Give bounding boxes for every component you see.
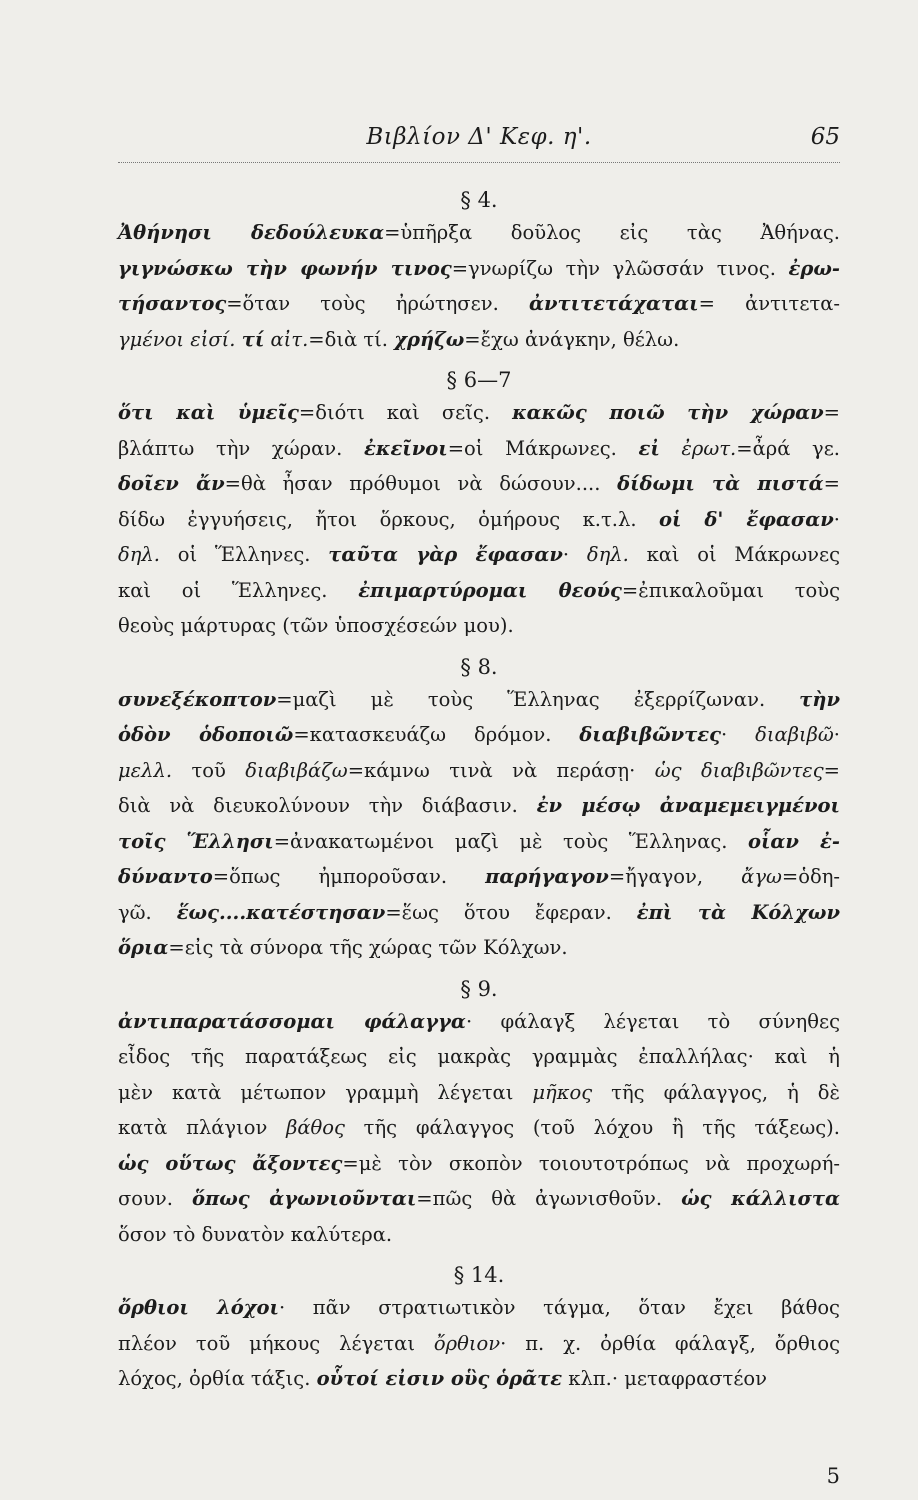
section-paragraph	[118, 1290, 840, 1397]
italic-note: αἰτ.	[264, 327, 309, 351]
italic-note: δηλ.	[586, 543, 629, 566]
lemma: τήσαντος	[118, 292, 227, 315]
section-paragraph	[118, 1004, 840, 1253]
gloss-text: =ὑπῆρξα δοῦλος εἰς τὰς Ἀθήνας.	[384, 221, 840, 244]
gloss-text: · π. χ. ὀρθία φάλαγξ, ὄρθιος	[500, 1331, 840, 1355]
italic-note: δηλ.	[118, 543, 160, 566]
text-line	[118, 466, 840, 502]
italic-note: μελλ.	[118, 758, 173, 782]
gloss-text: =γνωρίζω τὴν γλῶσσάν τινος.	[451, 256, 789, 280]
lemma: ἐπιμαρτύρομαι θεούς	[358, 578, 622, 602]
section-heading: § 6—7	[446, 368, 512, 392]
text-line	[118, 1039, 840, 1075]
gloss-text: =ἆρά γε.	[736, 436, 840, 460]
gloss-text: δίδω ἐγγυήσεις, ἤτοι ὅρκους, ὁμήρους κ.τ.λ.	[118, 507, 659, 531]
running-header	[118, 118, 840, 163]
commentary-body	[118, 185, 840, 1397]
gloss-text: θεοὺς μάρτυρας (τῶν ὑποσχέσεών μου).	[118, 614, 514, 637]
lemma: ὡς κάλλιστα	[681, 1187, 840, 1210]
gloss-text: =κάμνω τινὰ νὰ περάσῃ·	[347, 758, 655, 782]
text-line	[118, 573, 840, 609]
lemma: δοῖεν ἄν	[118, 472, 225, 495]
section-heading: § 9.	[460, 976, 498, 1001]
text-line	[118, 1181, 840, 1217]
gloss-text: ὅσον τὸ δυνατὸν καλύτερα.	[118, 1222, 393, 1246]
gloss-text: τῆς φάλαγγος (τοῦ λόχου ἢ τῆς τάξεως).	[344, 1116, 840, 1139]
text-line	[118, 286, 840, 322]
text-line	[118, 824, 840, 860]
lemma: κακῶς ποιῶ τὴν χώραν	[512, 401, 824, 424]
lemma: ὅρια	[118, 936, 169, 959]
gloss-text: =	[823, 758, 840, 782]
italic-note: γμένοι εἰσί.	[118, 327, 236, 351]
gloss-text: =διὰ τί.	[308, 327, 395, 351]
lemma: ἐκεῖνοι	[363, 436, 448, 460]
text-line	[118, 502, 840, 538]
section-paragraph	[118, 682, 840, 966]
gloss-text: ·	[721, 723, 756, 746]
gloss-text: =ἤγαγον,	[608, 865, 742, 888]
lemma: ἕως....κατέστησαν	[176, 900, 386, 924]
lemma: Ἀθήνησι δεδούλευκα	[118, 221, 385, 244]
lemma: οὗτοί εἰσιν οὓς ὁρᾶτε	[316, 1367, 563, 1390]
section-paragraph	[118, 215, 840, 357]
section-heading: § 14.	[453, 1263, 505, 1287]
text-line	[118, 1110, 840, 1146]
gloss-text: καὶ οἱ Μάκρωνες	[628, 543, 840, 566]
gloss-text: ·	[562, 543, 587, 566]
lemma: οἱ δ' ἔφασαν	[658, 507, 834, 531]
section-heading: § 8.	[460, 654, 498, 679]
gloss-text: λόχος, ὀρθία τάξις.	[118, 1367, 317, 1390]
gloss-text: καὶ οἱ Ἕλληνες.	[118, 578, 359, 602]
lemma: χρήζω	[394, 327, 465, 351]
italic-note: ὡς διαβιβῶντες	[654, 758, 824, 782]
gloss-text: εἶδος τῆς παρατάξεως εἰς μακρὰς γραμμὰς ἐπαλλήλας· καὶ ἡ	[118, 1045, 840, 1068]
gloss-text: =ἐπικαλοῦμαι τοὺς	[621, 578, 840, 602]
lemma: τὴν	[799, 687, 840, 711]
gloss-text: =μαζὶ μὲ τοὺς Ἕλληνας ἐξερρίζωναν.	[276, 687, 800, 711]
gloss-text: γῶ.	[118, 900, 177, 924]
text-line	[118, 251, 840, 287]
lemma: ὅπως ἀγωνιοῦνται	[191, 1187, 417, 1210]
section-heading: § 4.	[460, 188, 498, 212]
page-number: 65	[810, 124, 840, 150]
italic-note: ἐρωτ.	[659, 436, 737, 460]
lemma: ἀντιτετάχαται	[528, 292, 699, 315]
text-line	[118, 930, 840, 966]
text-line	[118, 1326, 840, 1362]
section-paragraph	[118, 395, 840, 644]
italic-note: διαβιβῶ	[755, 723, 834, 746]
text-line	[118, 431, 840, 467]
gloss-text: =	[823, 472, 840, 495]
lemma: ταῦτα γὰρ ἔφασαν	[328, 543, 563, 566]
gloss-text: =μὲ τὸν σκοπὸν τοιουτοτρόπως νὰ προχωρή-	[342, 1151, 841, 1175]
text-line	[118, 1361, 840, 1397]
text-line	[118, 322, 840, 358]
text-line	[118, 788, 840, 824]
signature-mark: 5	[826, 1464, 840, 1488]
text-line	[118, 895, 840, 931]
text-line	[118, 682, 840, 718]
lemma: διαβιβῶντες	[579, 723, 722, 746]
gloss-text: τῆς φάλαγγος, ἡ δὲ	[592, 1080, 840, 1104]
gloss-text: =ὅπως ἠμποροῦσαν.	[212, 865, 486, 888]
lemma: εἰ	[638, 436, 660, 460]
page	[118, 118, 840, 1397]
text-line	[118, 395, 840, 431]
gloss-text: · πᾶν στρατιωτικὸν τάγμα, ὅταν ἔχει βάθος	[279, 1296, 840, 1319]
text-line	[118, 1146, 840, 1182]
text-line	[118, 537, 840, 573]
lemma: ἐπὶ τὰ Κόλχων	[636, 900, 841, 924]
italic-note: διαβιβάζω	[245, 758, 348, 782]
gloss-text: =πῶς θὰ ἀγωνισθοῦν.	[416, 1187, 682, 1210]
lemma: ὄρθιοι λόχοι	[118, 1296, 279, 1319]
lemma: ἐρω-	[788, 256, 841, 280]
text-line	[118, 1290, 840, 1326]
text-line	[118, 1004, 840, 1040]
gloss-text: =κατασκευάζω δρόμον.	[293, 723, 580, 746]
gloss-text: · φάλαγξ λέγεται τὸ σύνηθες	[465, 1009, 840, 1033]
gloss-text: οἱ Ἕλληνες.	[159, 543, 329, 566]
gloss-text: = ἀντιτετα-	[698, 292, 840, 315]
gloss-text: σουν.	[118, 1187, 192, 1210]
lemma: ὅτι καὶ ὑμεῖς	[118, 401, 299, 424]
gloss-text: βλάπτω τὴν χώραν.	[118, 436, 364, 460]
lemma: τοῖς Ἕλλησι	[118, 829, 274, 853]
gloss-text: ·	[833, 507, 840, 531]
gloss-text: κλπ.· μεταφραστέον	[562, 1367, 768, 1390]
italic-note: βάθος	[286, 1116, 345, 1139]
text-line	[118, 1075, 840, 1111]
lemma: τί	[241, 327, 265, 351]
gloss-text: διὰ νὰ διευκολύνουν τὴν διάβασιν.	[118, 794, 537, 817]
gloss-text: =ἔχω ἀνάγκην, θέλω.	[464, 327, 680, 351]
italic-note: μῆκος	[532, 1080, 593, 1104]
lemma: ἀντιπαρατάσσομαι φάλαγγα	[118, 1009, 466, 1033]
text-line	[118, 1217, 840, 1253]
running-title: Βιβλίον Δ' Κεφ. η'.	[366, 124, 592, 150]
text-line	[118, 608, 840, 644]
lemma: παρήγαγον	[485, 865, 609, 888]
text-line	[118, 859, 840, 895]
gloss-text: =θὰ ἦσαν πρόθυμοι νὰ δώσουν....	[224, 472, 618, 495]
gloss-text: =ἀνακατωμένοι μαζὶ μὲ τοὺς Ἕλληνας.	[273, 829, 748, 853]
gloss-text: ·	[833, 723, 840, 746]
gloss-text: μὲν κατὰ μέτωπον γραμμὴ λέγεται	[118, 1080, 533, 1104]
lemma: ὁδὸν ὁδοποιῶ	[118, 723, 294, 746]
lemma: οἷαν ἐ-	[747, 829, 840, 853]
italic-note: ὄρθιον	[433, 1331, 501, 1355]
gloss-text: =οἱ Μάκρωνες.	[447, 436, 639, 460]
text-line	[118, 215, 840, 251]
gloss-text: =	[823, 401, 840, 424]
gloss-text: =ὁδη-	[781, 865, 840, 888]
lemma: δίδωμι τὰ πιστά	[617, 472, 824, 495]
lemma: ἐν μέσῳ ἀναμεμειγμένοι	[536, 794, 840, 817]
lemma: συνεξέκοπτον	[118, 687, 277, 711]
lemma: ὡς οὕτως ἄξοντες	[118, 1151, 343, 1175]
gloss-text: =ὅταν τοὺς ἠρώτησεν.	[226, 292, 529, 315]
text-line	[118, 717, 840, 753]
gloss-text: =διότι καὶ σεῖς.	[298, 401, 513, 424]
gloss-text: τοῦ	[172, 758, 246, 782]
text-line	[118, 753, 840, 789]
lemma: γιγνώσκω τὴν φωνήν τινος	[118, 256, 452, 280]
gloss-text: πλέον τοῦ μήκους λέγεται	[118, 1331, 434, 1355]
gloss-text: =εἰς τὰ σύνορα τῆς χώρας τῶν Κόλχων.	[168, 936, 568, 959]
gloss-text: =ἕως ὅτου ἔφεραν.	[385, 900, 637, 924]
gloss-text: κατὰ πλάγιον	[118, 1116, 287, 1139]
lemma: δύναντο	[118, 865, 213, 888]
italic-note: ἄγω	[741, 865, 782, 888]
